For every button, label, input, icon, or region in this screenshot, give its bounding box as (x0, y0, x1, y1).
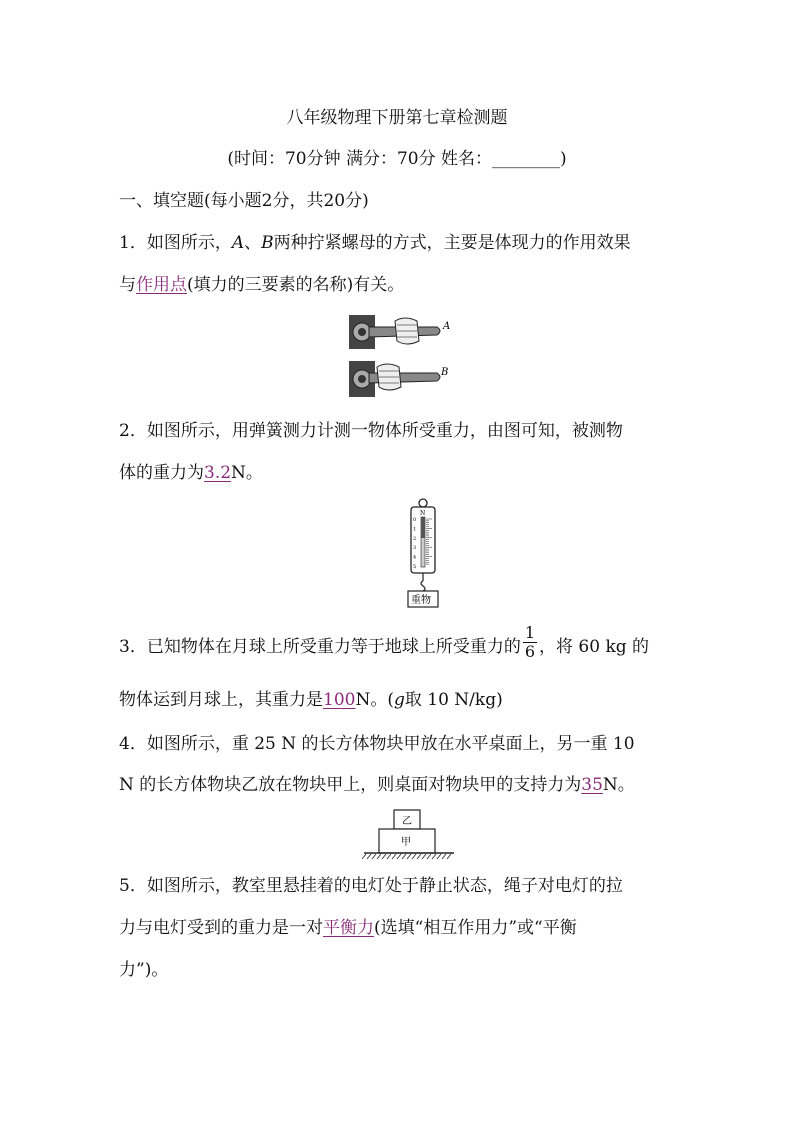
q4-table-hatch (397, 854, 401, 859)
q1-line-2: 与作用点(填力的三要素的名称)有关。 (119, 275, 405, 295)
q5-line-1: 5．如图所示，教室里悬挂着的电灯处于静止状态，绳子对电灯的拉 (119, 876, 623, 896)
q1-line-1: 1．如图所示，A、B两种拧紧螺母的方式，主要是体现力的作用效果 (119, 233, 631, 253)
q2-tick-label: 3 (413, 545, 417, 552)
document-subtitle: (时间：70分钟 满分：70分 姓名：________) (227, 149, 567, 169)
q4-line-2: N 的长方体物块乙放在物块甲上，则桌面对物块甲的支持力为35N。 (119, 775, 635, 795)
q4-blocks-figure (362, 808, 458, 862)
q4-block-bottom-label: 甲 (401, 837, 411, 848)
q4-table-hatch (412, 854, 416, 859)
q4-answer: 35 (581, 775, 603, 795)
q4-table-hatch (442, 854, 446, 859)
q5-answer: 平衡力 (323, 918, 374, 938)
q1-fig-label-b: B (441, 367, 449, 378)
q2-tick-label: 4 (413, 554, 417, 561)
q2-tick-label: 5 (413, 564, 417, 570)
one-sixth-fraction: $\frac{1}{6}$ (524, 623, 536, 661)
q4-table-hatch (372, 854, 376, 859)
q2-scale-unit: N (420, 510, 426, 517)
q4-table-hatch (387, 854, 391, 859)
document-title: 八年级物理下册第七章检测题 (286, 108, 508, 128)
q4-table-hatch (402, 854, 406, 859)
q3-answer: 100 (323, 690, 356, 710)
q5-line-3: 力”)。 (119, 960, 169, 980)
q4-table-hatch (377, 854, 381, 859)
q3-line-2: 物体运到月球上，其重力是100N。(g取 10 N/kg) (119, 690, 503, 710)
q4-table-hatch (392, 854, 396, 859)
q2-tick-label: 0 (413, 517, 417, 523)
q2-line-1: 2．如图所示，用弹簧测力计测一物体所受重力，由图可知，被测物 (119, 421, 623, 441)
q4-table-hatch (407, 854, 411, 859)
q4-table-hatch (382, 854, 386, 859)
q4-table-hatch (417, 854, 421, 859)
q1-answer: 作用点 (136, 275, 187, 295)
q4-line-1: 4．如图所示，重 25 N 的长方体物块甲放在水平桌面上，另一重 10 (119, 734, 635, 754)
q3-line-1: 3．已知物体在月球上所受重力等于地球上所受重力的 $\frac{1}{6}$ ，将 60 kg 的 (119, 623, 650, 661)
q4-table-hatch (447, 854, 451, 859)
q4-block-top-label: 乙 (402, 816, 412, 827)
q4-table-hatch (422, 854, 426, 859)
q4-table-hatch (367, 854, 371, 859)
q2-weight-label: 重物 (411, 595, 431, 606)
q2-answer: 3.2 (204, 463, 232, 483)
q4-table-hatch (432, 854, 436, 859)
q4-table-hatch (437, 854, 441, 859)
q4-table-hatch (362, 854, 366, 859)
q2-spring-scale-figure (405, 497, 441, 609)
q4-table-hatch (427, 854, 431, 859)
q1-fig-label-a: A (443, 321, 451, 332)
q2-tick-label: 2 (413, 535, 417, 542)
q2-tick-label: 1 (413, 526, 417, 533)
q1-wrench-figure (347, 313, 457, 401)
q5-line-2: 力与电灯受到的重力是一对平衡力(选填“相互作用力”或“平衡 (119, 918, 577, 938)
q2-line-2: 体的重力为3.2N。 (119, 463, 263, 483)
section-heading: 一、填空题(每小题2分，共20分) (119, 191, 369, 211)
